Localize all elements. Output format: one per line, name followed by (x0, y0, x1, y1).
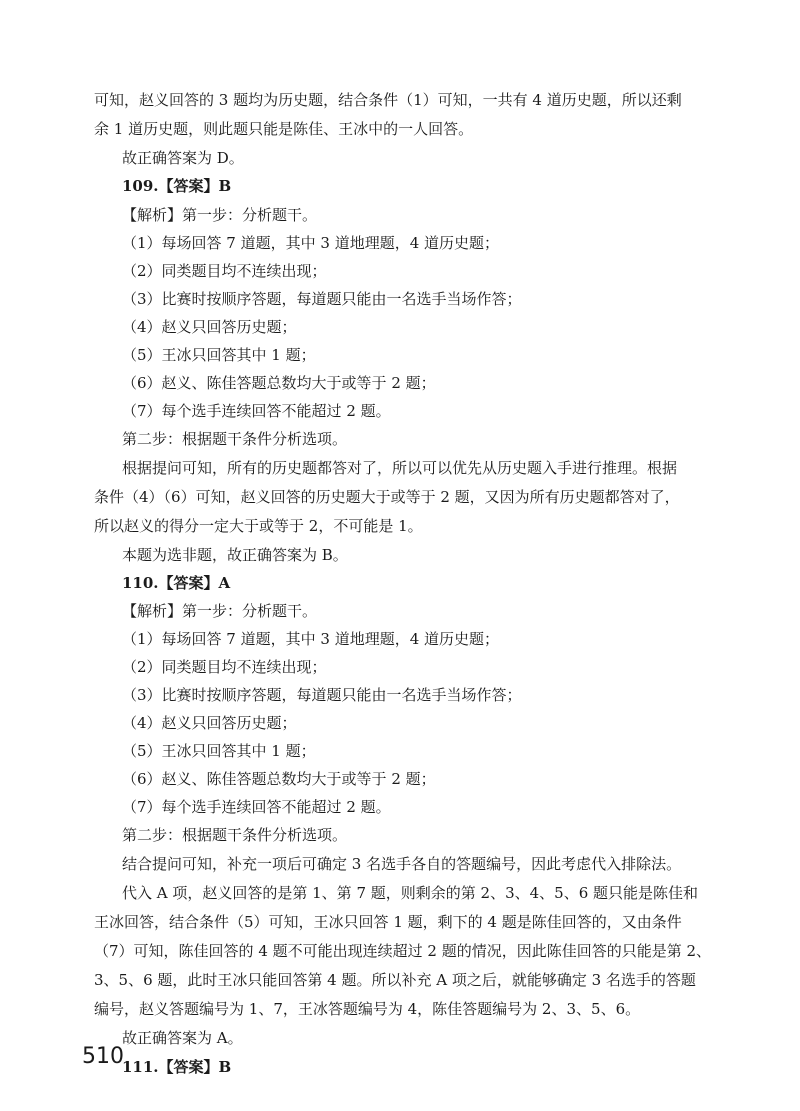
text-line: 所以赵义的得分一定大于或等于 2，不可能是 1。 (94, 517, 423, 535)
condition-item: （5）王冰只回答其中 1 题； (122, 346, 316, 364)
text-line: 故正确答案为 D。 (122, 149, 244, 167)
text-line: 条件（4）（6）可知，赵义回答的历史题大于或等于 2 题，又因为所有历史题都答对了， (94, 488, 680, 506)
condition-item: （2）同类题目均不连续出现； (122, 658, 327, 676)
text-line: 故正确答案为 A。 (122, 1029, 243, 1047)
condition-item: （3）比赛时按顺序答题，每道题只能由一名选手当场作答； (122, 686, 522, 704)
text-line: 根据提问可知，所有的历史题都答对了，所以可以优先从历史题入手进行推理。根据 (122, 459, 678, 477)
text-line: 结合提问可知，补充一项后可确定 3 名选手各自的答题编号，因此考虑代入排除法。 (122, 855, 682, 873)
text-line: 可知，赵义回答的 3 题均为历史题，结合条件（1）可知，一共有 4 道历史题，所以还剩 (94, 91, 682, 109)
text-line: 编号，赵义答题编号为 1、7，王冰答题编号为 4，陈佳答题编号为 2、3、5、6。 (94, 1000, 641, 1018)
condition-item: （4）赵义只回答历史题； (122, 318, 297, 336)
condition-item: （2）同类题目均不连续出现； (122, 262, 327, 280)
condition-item: （1）每场回答 7 道题，其中 3 道地理题，4 道历史题； (122, 234, 500, 252)
answer-heading: 110.【答案】A (122, 574, 231, 592)
answer-heading: 109.【答案】B (122, 177, 232, 195)
step-heading: 第二步：根据题干条件分析选项。 (122, 430, 348, 448)
condition-item: （6）赵义、陈佳答题总数均大于或等于 2 题； (122, 770, 436, 788)
text-line: 余 1 道历史题，则此题只能是陈佳、王冰中的一人回答。 (94, 120, 474, 138)
text-line: （7）可知，陈佳回答的 4 题不可能出现连续超过 2 题的情况，因此陈佳回答的只能是第 2、 (94, 942, 712, 960)
text-line: 本题为选非题，故正确答案为 B。 (122, 546, 348, 564)
text-line: 代入 A 项，赵义回答的是第 1、第 7 题，则剩余的第 2、3、4、5、6 题只能是陈佳和 (122, 884, 699, 902)
condition-item: （7）每个选手连续回答不能超过 2 题。 (122, 798, 391, 816)
condition-item: （3）比赛时按顺序答题，每道题只能由一名选手当场作答； (122, 290, 522, 308)
text-line: 3、5、6 题，此时王冰只能回答第 4 题。所以补充 A 项之后，就能够确定 3 名选手的答题 (94, 971, 696, 989)
condition-item: （1）每场回答 7 道题，其中 3 道地理题，4 道历史题； (122, 630, 500, 648)
page-number: 510 (82, 1044, 124, 1069)
step-heading: 第二步：根据题干条件分析选项。 (122, 826, 348, 844)
text-line: 王冰回答，结合条件（5）可知，王冰只回答 1 题，剩下的 4 题是陈佳回答的，又由条件 (94, 913, 682, 931)
condition-item: （7）每个选手连续回答不能超过 2 题。 (122, 402, 391, 420)
condition-item: （4）赵义只回答历史题； (122, 714, 297, 732)
analysis-heading: 【解析】第一步：分析题干。 (122, 206, 318, 224)
condition-item: （5）王冰只回答其中 1 题； (122, 742, 316, 760)
condition-item: （6）赵义、陈佳答题总数均大于或等于 2 题； (122, 374, 436, 392)
answer-heading: 111.【答案】B (122, 1058, 232, 1076)
analysis-heading: 【解析】第一步：分析题干。 (122, 602, 318, 620)
